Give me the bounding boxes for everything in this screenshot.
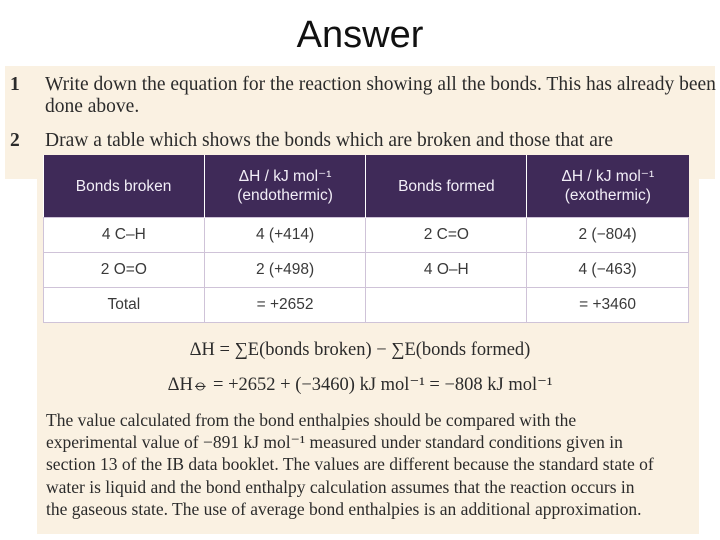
table-row [44,218,689,253]
explanation-paragraph [46,409,696,520]
table-cell: 4 (+414) [204,218,366,253]
table-cell: 4 O–H [366,253,527,288]
table-cell: 4 C–H [44,218,205,253]
table-row [44,253,689,288]
header-bonds-broken: Bonds broken [44,155,205,218]
table-header-row [44,155,689,218]
table-cell: = +3460 [527,288,689,323]
bond-enthalpy-table [43,155,689,323]
paragraph-line: experimental value of −891 kJ mol⁻¹ measured under standard conditions given in [46,432,623,453]
paragraph-line: The value calculated from the bond enthalpies should be compared with the [46,410,577,430]
paragraph-line: water is liquid and the bond enthalpy calculation assumes that the reaction occurs in [46,476,635,497]
header-bonds-formed: Bonds formed [366,155,527,218]
question-number: 1 [10,74,20,95]
table-cell: 2 O=O [44,253,205,288]
table-cell: 4 (−463) [527,253,689,288]
table-cell: 2 (−804) [527,218,689,253]
question-number: 2 [10,130,20,151]
table-cell: 2 (+498) [204,253,366,288]
header-dh-exothermic: ΔH / kJ mol⁻¹ (exothermic) [527,155,689,218]
enthalpy-calculation: ΔH⦵ = +2652 + (−3460) kJ mol⁻¹ = −808 kJ mol⁻¹ [167,375,553,395]
table-cell: = +2652 [204,288,366,323]
header-dh-endothermic: ΔH / kJ mol⁻¹ (endothermic) [204,155,366,218]
question-text: Draw a table which shows the bonds which are broken and those that are [45,130,614,151]
enthalpy-formula: ΔH = ∑E(bonds broken) − ∑E(bonds formed) [189,340,531,360]
paragraph-line: the gaseous state. The use of average bond enthalpies is an additional approximation. [46,498,642,519]
table-cell: 2 C=O [366,218,527,253]
question-text: Write down the equation for the reaction showing all the bonds. This has already been done above. [45,74,716,117]
slide-title: Answer [296,14,424,56]
table-row-total [44,288,689,323]
table-cell: Total [44,288,205,323]
paragraph-line: section 13 of the IB data booklet. The values are different because the standard state of [46,454,654,475]
table-cell [366,288,527,323]
